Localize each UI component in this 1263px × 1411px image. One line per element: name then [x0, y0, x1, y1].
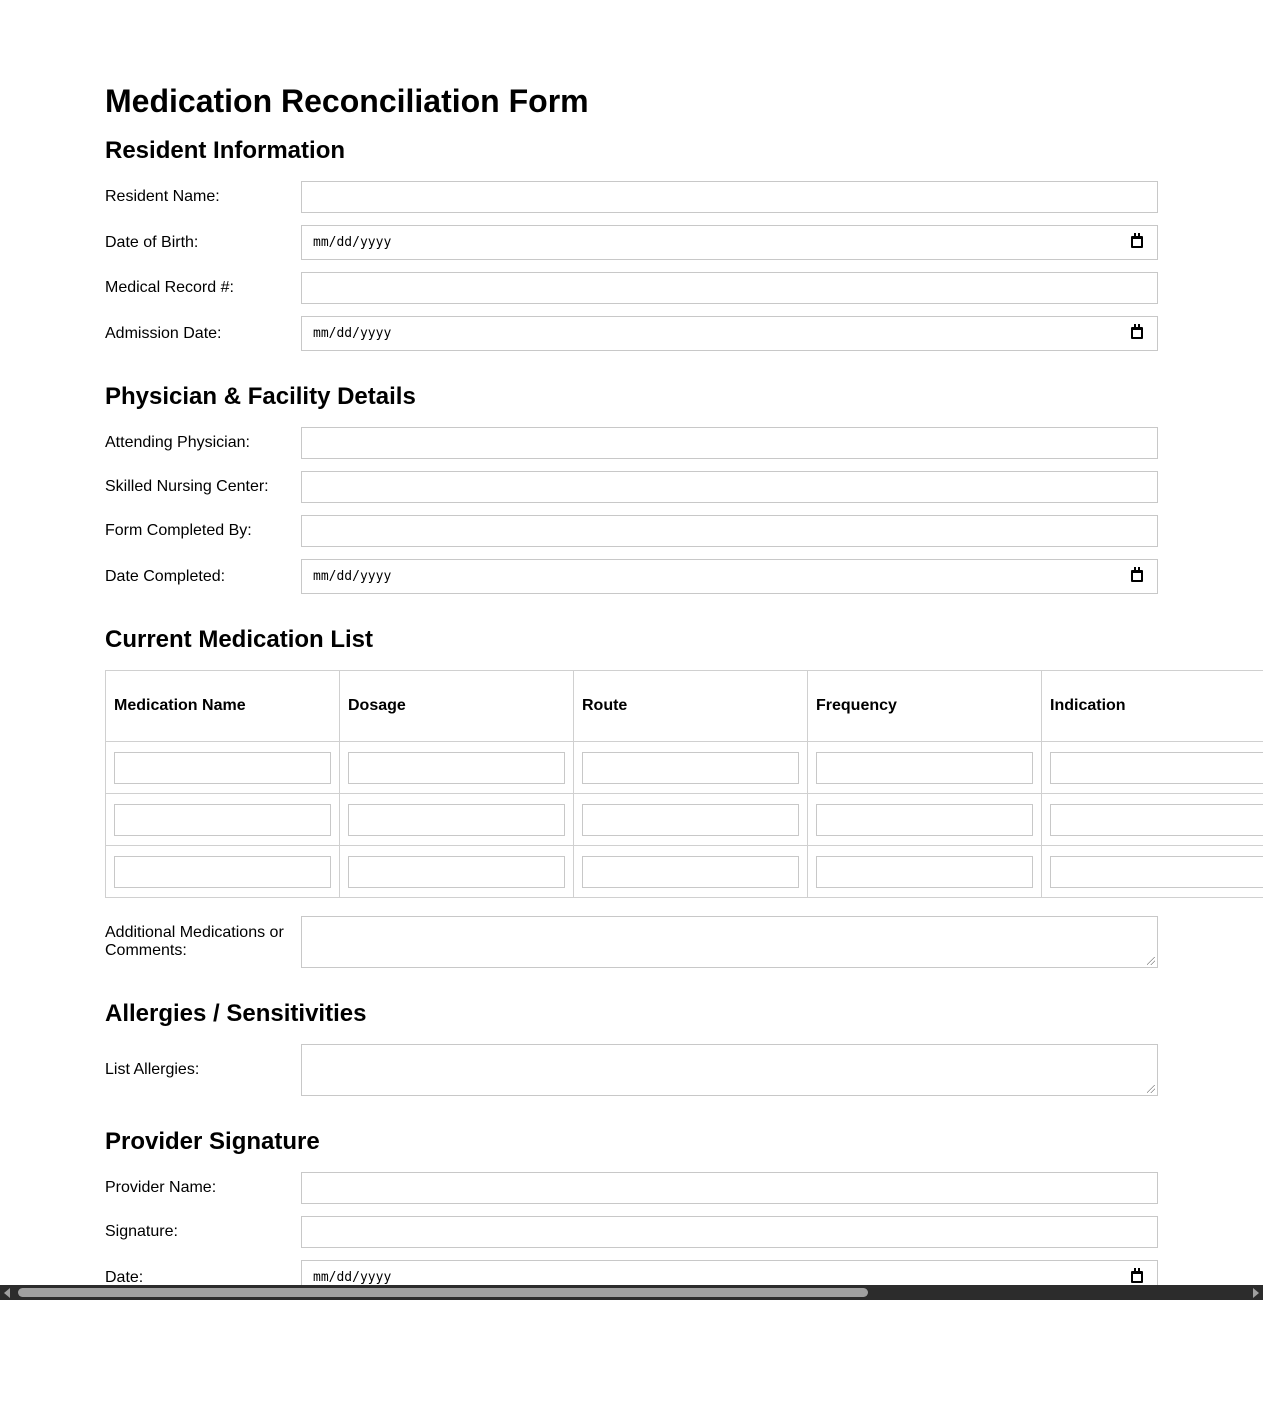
route-input[interactable] — [582, 856, 799, 888]
dosage-input[interactable] — [348, 856, 565, 888]
table-row — [106, 742, 1263, 794]
signature-date-placeholder: mm/dd/yyyy — [313, 1270, 392, 1285]
signature-date-input[interactable] — [301, 1260, 1158, 1285]
column-header-frequency: Frequency — [808, 671, 1042, 742]
attending-physician-label: Attending Physician: — [105, 434, 250, 451]
dosage-input[interactable] — [348, 752, 565, 784]
scrollbar-thumb[interactable] — [18, 1288, 868, 1297]
signature-input[interactable] — [301, 1216, 1158, 1248]
column-header-route: Route — [574, 671, 808, 742]
attending-physician-input[interactable] — [301, 427, 1158, 459]
horizontal-scrollbar[interactable] — [0, 1285, 1263, 1300]
signature-label: Signature: — [105, 1223, 178, 1240]
resize-grip-icon[interactable] — [1147, 1085, 1155, 1093]
page-title: Medication Reconciliation Form — [105, 83, 589, 119]
section-heading-resident: Resident Information — [105, 137, 346, 164]
allergies-label: List Allergies: — [105, 1061, 200, 1078]
scroll-left-arrow-icon[interactable] — [4, 1288, 10, 1298]
section-heading-physician: Physician & Facility Details — [105, 383, 416, 410]
dosage-input[interactable] — [348, 804, 565, 836]
admission-date-placeholder: mm/dd/yyyy — [313, 326, 392, 341]
indication-input[interactable] — [1050, 752, 1263, 784]
route-input[interactable] — [582, 752, 799, 784]
frequency-input[interactable] — [816, 752, 1033, 784]
comments-label: Additional Medications or Comments: — [105, 924, 284, 959]
dob-input[interactable] — [301, 225, 1158, 260]
table-row — [106, 794, 1263, 846]
completed-by-input[interactable] — [301, 515, 1158, 547]
mrn-label: Medical Record #: — [105, 279, 234, 296]
signature-date-label: Date: — [105, 1269, 144, 1285]
nursing-center-input[interactable] — [301, 471, 1158, 503]
dob-placeholder: mm/dd/yyyy — [313, 235, 392, 250]
calendar-icon[interactable] — [1131, 236, 1143, 248]
calendar-icon[interactable] — [1131, 570, 1143, 582]
medication-table — [105, 670, 1263, 898]
column-header-dosage: Dosage — [340, 671, 574, 742]
calendar-icon[interactable] — [1131, 327, 1143, 339]
scroll-right-arrow-icon[interactable] — [1253, 1288, 1259, 1298]
frequency-input[interactable] — [816, 856, 1033, 888]
frequency-input[interactable] — [816, 804, 1033, 836]
mrn-input[interactable] — [301, 272, 1158, 304]
date-completed-placeholder: mm/dd/yyyy — [313, 569, 392, 584]
medication-name-input[interactable] — [114, 856, 331, 888]
admission-date-label: Admission Date: — [105, 325, 222, 342]
resident-name-label: Resident Name: — [105, 188, 220, 205]
indication-input[interactable] — [1050, 856, 1263, 888]
section-heading-allergies: Allergies / Sensitivities — [105, 1000, 367, 1027]
provider-name-input[interactable] — [301, 1172, 1158, 1204]
section-heading-medications: Current Medication List — [105, 626, 374, 653]
nursing-center-label: Skilled Nursing Center: — [105, 478, 269, 495]
section-heading-signature: Provider Signature — [105, 1128, 320, 1155]
provider-name-label: Provider Name: — [105, 1179, 217, 1196]
route-input[interactable] — [582, 804, 799, 836]
resident-name-input[interactable] — [301, 181, 1158, 213]
comments-textarea[interactable] — [301, 916, 1158, 968]
date-completed-label: Date Completed: — [105, 568, 226, 585]
resize-grip-icon[interactable] — [1147, 957, 1155, 965]
allergies-textarea[interactable] — [301, 1044, 1158, 1096]
admission-date-input[interactable] — [301, 316, 1158, 351]
medication-name-input[interactable] — [114, 752, 331, 784]
date-completed-input[interactable] — [301, 559, 1158, 594]
medication-name-input[interactable] — [114, 804, 331, 836]
completed-by-label: Form Completed By: — [105, 522, 252, 539]
column-header-indication: Indication — [1042, 671, 1263, 742]
calendar-icon[interactable] — [1131, 1271, 1143, 1283]
indication-input[interactable] — [1050, 804, 1263, 836]
table-header-row — [106, 671, 1263, 742]
table-row — [106, 846, 1263, 898]
dob-label: Date of Birth: — [105, 234, 199, 251]
column-header-medication-name: Medication Name — [106, 671, 340, 742]
